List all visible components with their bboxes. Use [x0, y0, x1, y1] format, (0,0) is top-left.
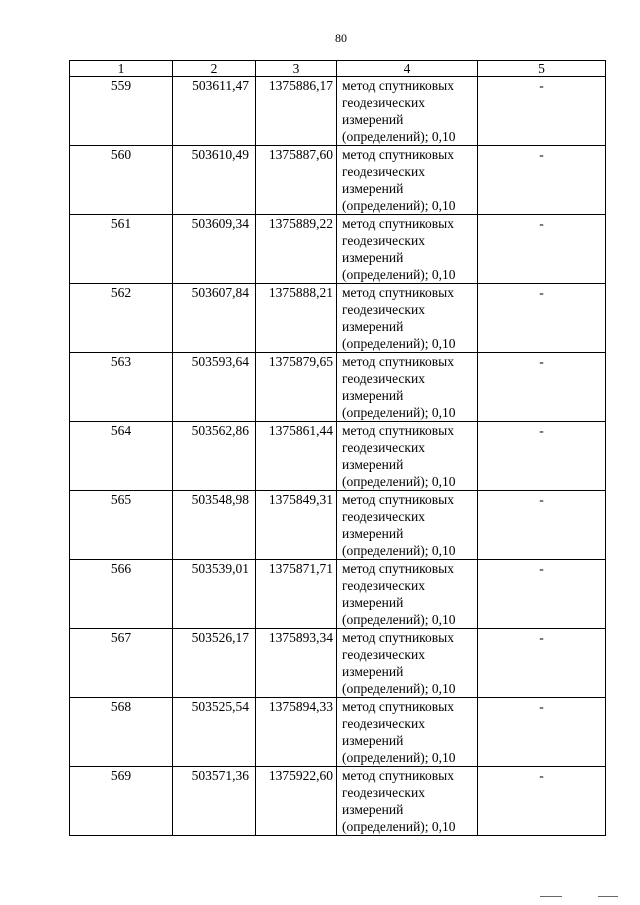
method-line: метод спутниковых — [342, 216, 454, 231]
coordinate-y-cell: 1375849,31 — [256, 491, 337, 560]
method-line: метод спутниковых — [342, 78, 454, 93]
coordinates-table — [69, 60, 606, 836]
method-line: измерений — [342, 457, 404, 472]
note-cell: - — [478, 146, 606, 215]
note-cell: - — [478, 353, 606, 422]
point-number-cell: 560 — [70, 146, 173, 215]
table-row — [70, 284, 606, 353]
table-row — [70, 353, 606, 422]
method-line: геодезических — [342, 440, 425, 455]
coordinate-x-cell: 503562,86 — [173, 422, 256, 491]
method-line: измерений — [342, 388, 404, 403]
method-line: метод спутниковых — [342, 630, 454, 645]
method-line: измерений — [342, 250, 404, 265]
table-row — [70, 422, 606, 491]
method-line: метод спутниковых — [342, 285, 454, 300]
method-cell — [337, 353, 478, 422]
method-line: (определений); 0,10 — [342, 819, 456, 834]
point-number-cell: 559 — [70, 77, 173, 146]
method-line: измерений — [342, 595, 404, 610]
method-cell — [337, 146, 478, 215]
method-cell — [337, 422, 478, 491]
point-number-cell: 564 — [70, 422, 173, 491]
method-line: геодезических — [342, 785, 425, 800]
page-number: 80 — [335, 31, 347, 45]
header-cell-4: 4 — [337, 61, 478, 77]
table-row — [70, 698, 606, 767]
header-cell-3: 3 — [256, 61, 337, 77]
point-number-cell: 563 — [70, 353, 173, 422]
coordinate-x-cell: 503571,36 — [173, 767, 256, 836]
method-cell — [337, 560, 478, 629]
coordinate-x-cell: 503609,34 — [173, 215, 256, 284]
method-cell — [337, 629, 478, 698]
method-cell — [337, 491, 478, 560]
method-line: измерений — [342, 181, 404, 196]
note-cell: - — [478, 767, 606, 836]
table-header-row — [70, 61, 606, 77]
method-line: (определений); 0,10 — [342, 612, 456, 627]
point-number-cell: 566 — [70, 560, 173, 629]
table-body — [70, 61, 606, 836]
note-cell: - — [478, 284, 606, 353]
coordinate-y-cell: 1375861,44 — [256, 422, 337, 491]
scan-mark-left — [540, 896, 562, 897]
method-cell — [337, 77, 478, 146]
method-line: измерений — [342, 664, 404, 679]
method-cell — [337, 698, 478, 767]
table-row — [70, 146, 606, 215]
coordinate-x-cell: 503593,64 — [173, 353, 256, 422]
table-row — [70, 77, 606, 146]
coordinate-y-cell: 1375879,65 — [256, 353, 337, 422]
coordinate-x-cell: 503611,47 — [173, 77, 256, 146]
header-cell-5: 5 — [478, 61, 606, 77]
method-line: геодезических — [342, 164, 425, 179]
point-number-cell: 565 — [70, 491, 173, 560]
method-line: метод спутниковых — [342, 768, 454, 783]
method-line: геодезических — [342, 647, 425, 662]
coordinate-y-cell: 1375894,33 — [256, 698, 337, 767]
method-line: метод спутниковых — [342, 147, 454, 162]
method-cell — [337, 767, 478, 836]
coordinate-x-cell: 503525,54 — [173, 698, 256, 767]
coordinate-x-cell: 503526,17 — [173, 629, 256, 698]
note-cell: - — [478, 422, 606, 491]
method-line: измерений — [342, 733, 404, 748]
method-line: геодезических — [342, 371, 425, 386]
method-line: (определений); 0,10 — [342, 681, 456, 696]
note-cell: - — [478, 698, 606, 767]
point-number-cell: 568 — [70, 698, 173, 767]
coordinate-x-cell: 503539,01 — [173, 560, 256, 629]
method-line: (определений); 0,10 — [342, 750, 456, 765]
coordinate-y-cell: 1375889,22 — [256, 215, 337, 284]
coordinate-y-cell: 1375871,71 — [256, 560, 337, 629]
method-line: (определений); 0,10 — [342, 129, 456, 144]
method-line: измерений — [342, 319, 404, 334]
method-line: метод спутниковых — [342, 423, 454, 438]
note-cell: - — [478, 77, 606, 146]
note-cell: - — [478, 560, 606, 629]
method-line: геодезических — [342, 95, 425, 110]
method-line: измерений — [342, 526, 404, 541]
coordinate-y-cell: 1375922,60 — [256, 767, 337, 836]
scan-marks — [540, 896, 620, 898]
method-line: (определений); 0,10 — [342, 543, 456, 558]
method-cell — [337, 284, 478, 353]
method-line: (определений); 0,10 — [342, 405, 456, 420]
note-cell: - — [478, 215, 606, 284]
method-line: (определений); 0,10 — [342, 198, 456, 213]
method-line: (определений); 0,10 — [342, 267, 456, 282]
coordinate-y-cell: 1375893,34 — [256, 629, 337, 698]
point-number-cell: 569 — [70, 767, 173, 836]
table-row — [70, 767, 606, 836]
method-line: геодезических — [342, 716, 425, 731]
method-line: (определений); 0,10 — [342, 336, 456, 351]
table-row — [70, 560, 606, 629]
method-line: геодезических — [342, 233, 425, 248]
method-line: геодезических — [342, 509, 425, 524]
table-row — [70, 215, 606, 284]
note-cell: - — [478, 491, 606, 560]
header-cell-1: 1 — [70, 61, 173, 77]
header-cell-2: 2 — [173, 61, 256, 77]
method-line: метод спутниковых — [342, 699, 454, 714]
table-row — [70, 629, 606, 698]
method-cell — [337, 215, 478, 284]
method-line: метод спутниковых — [342, 561, 454, 576]
coordinate-x-cell: 503548,98 — [173, 491, 256, 560]
coordinate-y-cell: 1375888,21 — [256, 284, 337, 353]
coordinate-y-cell: 1375887,60 — [256, 146, 337, 215]
point-number-cell: 567 — [70, 629, 173, 698]
method-line: метод спутниковых — [342, 492, 454, 507]
point-number-cell: 562 — [70, 284, 173, 353]
method-line: геодезических — [342, 578, 425, 593]
point-number-cell: 561 — [70, 215, 173, 284]
method-line: геодезических — [342, 302, 425, 317]
coordinate-x-cell: 503607,84 — [173, 284, 256, 353]
scan-mark-right — [598, 896, 618, 897]
method-line: измерений — [342, 802, 404, 817]
note-cell: - — [478, 629, 606, 698]
coordinate-x-cell: 503610,49 — [173, 146, 256, 215]
method-line: метод спутниковых — [342, 354, 454, 369]
method-line: измерений — [342, 112, 404, 127]
method-line: (определений); 0,10 — [342, 474, 456, 489]
table-row — [70, 491, 606, 560]
coordinate-y-cell: 1375886,17 — [256, 77, 337, 146]
